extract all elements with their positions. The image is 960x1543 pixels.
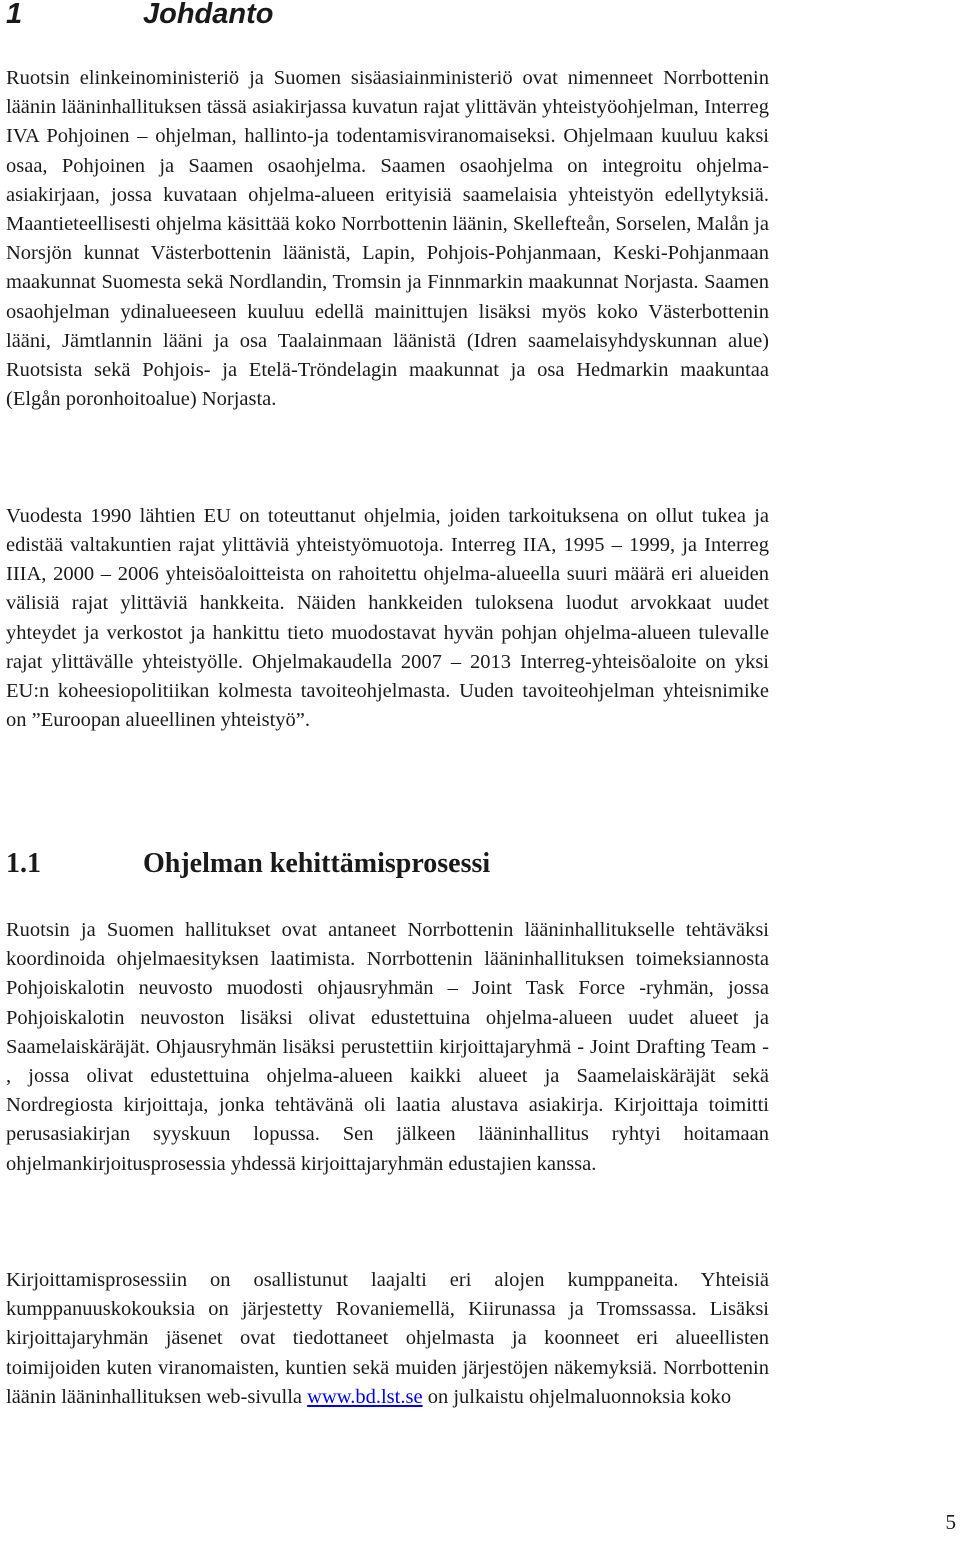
intro-paragraph-2: Vuodesta 1990 lähtien EU on toteuttanut ohjelmia, joiden tarkoituksena on ollut tukea ja edistää valtakuntien rajat ylittäviä yhteistyömuotoja. Interreg IIA, 1995 – 1999, ja Interreg IIIA, 2000 – 2006 yhteisöaloitteista on rahoitettu ohjelma-alueella suuri määrä eri alueiden välisiä rajat ylittäviä hankkeita. Näiden hankkeiden tuloksena luodut arvokkaat uudet yhteydet ja verkostot ja hankittu tieto muodostavat hyvän pohjan ohjelma-alueen tulevalle rajat ylittävälle yhteistyölle. Ohjelmakaudella 2007 – 2013 Interreg-yhteisöaloite on yksi EU:n koheesiopolitiikan kolmesta tavoiteohjelmasta. Uuden tavoiteohjelman yhteisnimike on ”Euroopan alueellinen yhteistyö”. — [6, 505, 769, 732]
section-paragraph-1: Ruotsin ja Suomen hallitukset ovat antaneet Norrbottenin lääninhallitukselle tehtäväksi koordinoida ohjelmaesityksen laatimista. Norrbottenin lääninhallituksen toimeksiannosta Pohjoiskalotin neuvosto muodosti ohjausryhmän – Joint Task Force -ryhmän, jossa Pohjoiskalotin neuvoston lisäksi olivat edustettuina ohjelma-alueen uudet alueet ja Saamelaiskäräjät. Ohjausryhmän lisäksi perustettiin kirjoittajaryhmä - Joint Drafting Team - , jossa olivat edustettuina ohjelma-alueen kaikki alueet ja Saamelaiskäräjät sekä Nordregiosta kirjoittaja, jonka tehtävänä oli laatia alustava asiakirja. Kirjoittaja toimitti perusasiakirjan syyskuun lopussa. Sen jälkeen lääninhallitus ryhtyi hoitamaan ohjelmankirjoitusprosessia yhdessä kirjoittajaryhmän edustajien kanssa. — [6, 919, 769, 1175]
paragraph-text-after-link: on julkaistu ohjelmaluonnoksia koko — [422, 1385, 732, 1408]
section-title: Ohjelman kehittämisprosessi — [143, 848, 491, 879]
chapter-heading — [6, 0, 274, 30]
intro-paragraph-1: Ruotsin elinkeinoministeriö ja Suomen sisäasiainministeriö ovat nimenneet Norrbottenin läänin lääninhallituksen tässä asiakirjassa kuvatun rajat ylittävän yhteistyöohjelman, Interreg IVA Pohjoinen – ohjelman, hallinto-ja todentamisviranomaiseksi. Ohjelmaan kuuluu kaksi osaa, Pohjoinen ja Saamen osaohjelma. Saamen osaohjelma on integroitu ohjelma-asiakirjaan, jossa kuvataan ohjelma-alueen erityisiä saamelaisia yhteistyön edellytyksiä. Maantieteellisesti ohjelma käsittää koko Norrbottenin läänin, Skellefteån, Sorselen, Malån ja Norsjön kunnat Västerbottenin läänistä, Lapin, Pohjois-Pohjanmaan, Keski-Pohjanmaan maakunnat Suomesta sekä Nordlandin, Tromsin ja Finnmarkin maakunnat Norjasta. Saamen osaohjelman ydinalueeseen kuuluu edellä mainittujen lisäksi myös koko Västerbottenin lääni, Jämtlannin lääni ja osa Taalainmaan läänistä (Idren saamelaisyhdyskunnan alue) Ruotsista sekä Pohjois- ja Etelä-Tröndelagin maakunnat ja osa Hedmarkin maakuntaa (Elgån poronhoitoalue) Norjasta. — [6, 67, 769, 411]
chapter-title: Johdanto — [143, 0, 274, 30]
section-heading — [6, 847, 490, 881]
paragraph-text-before-link: Kirjoittamisprosessiin on osallistunut laajalti eri alojen kumppaneita. Yhteisiä kumppanuuskokouksia on järjestetty Rovaniemellä, Kiirunassa ja Tromssassa. Lisäksi kirjoittajaryhmän jäsenet ovat tiedottaneet ohjelmasta ja koonneet eri alueellisten toimijoiden kuten viranomaisten, kuntien sekä muiden järjestöjen näkemyksiä. Norrbottenin läänin lääninhallituksen web-sivulla — [6, 1269, 769, 1408]
section-paragraph-2 — [6, 1266, 769, 1412]
chapter-number: 1 — [6, 0, 23, 30]
page-number: 5 — [945, 1510, 956, 1534]
section-number: 1.1 — [6, 848, 41, 879]
website-link[interactable]: www.bd.lst.se — [307, 1385, 423, 1408]
